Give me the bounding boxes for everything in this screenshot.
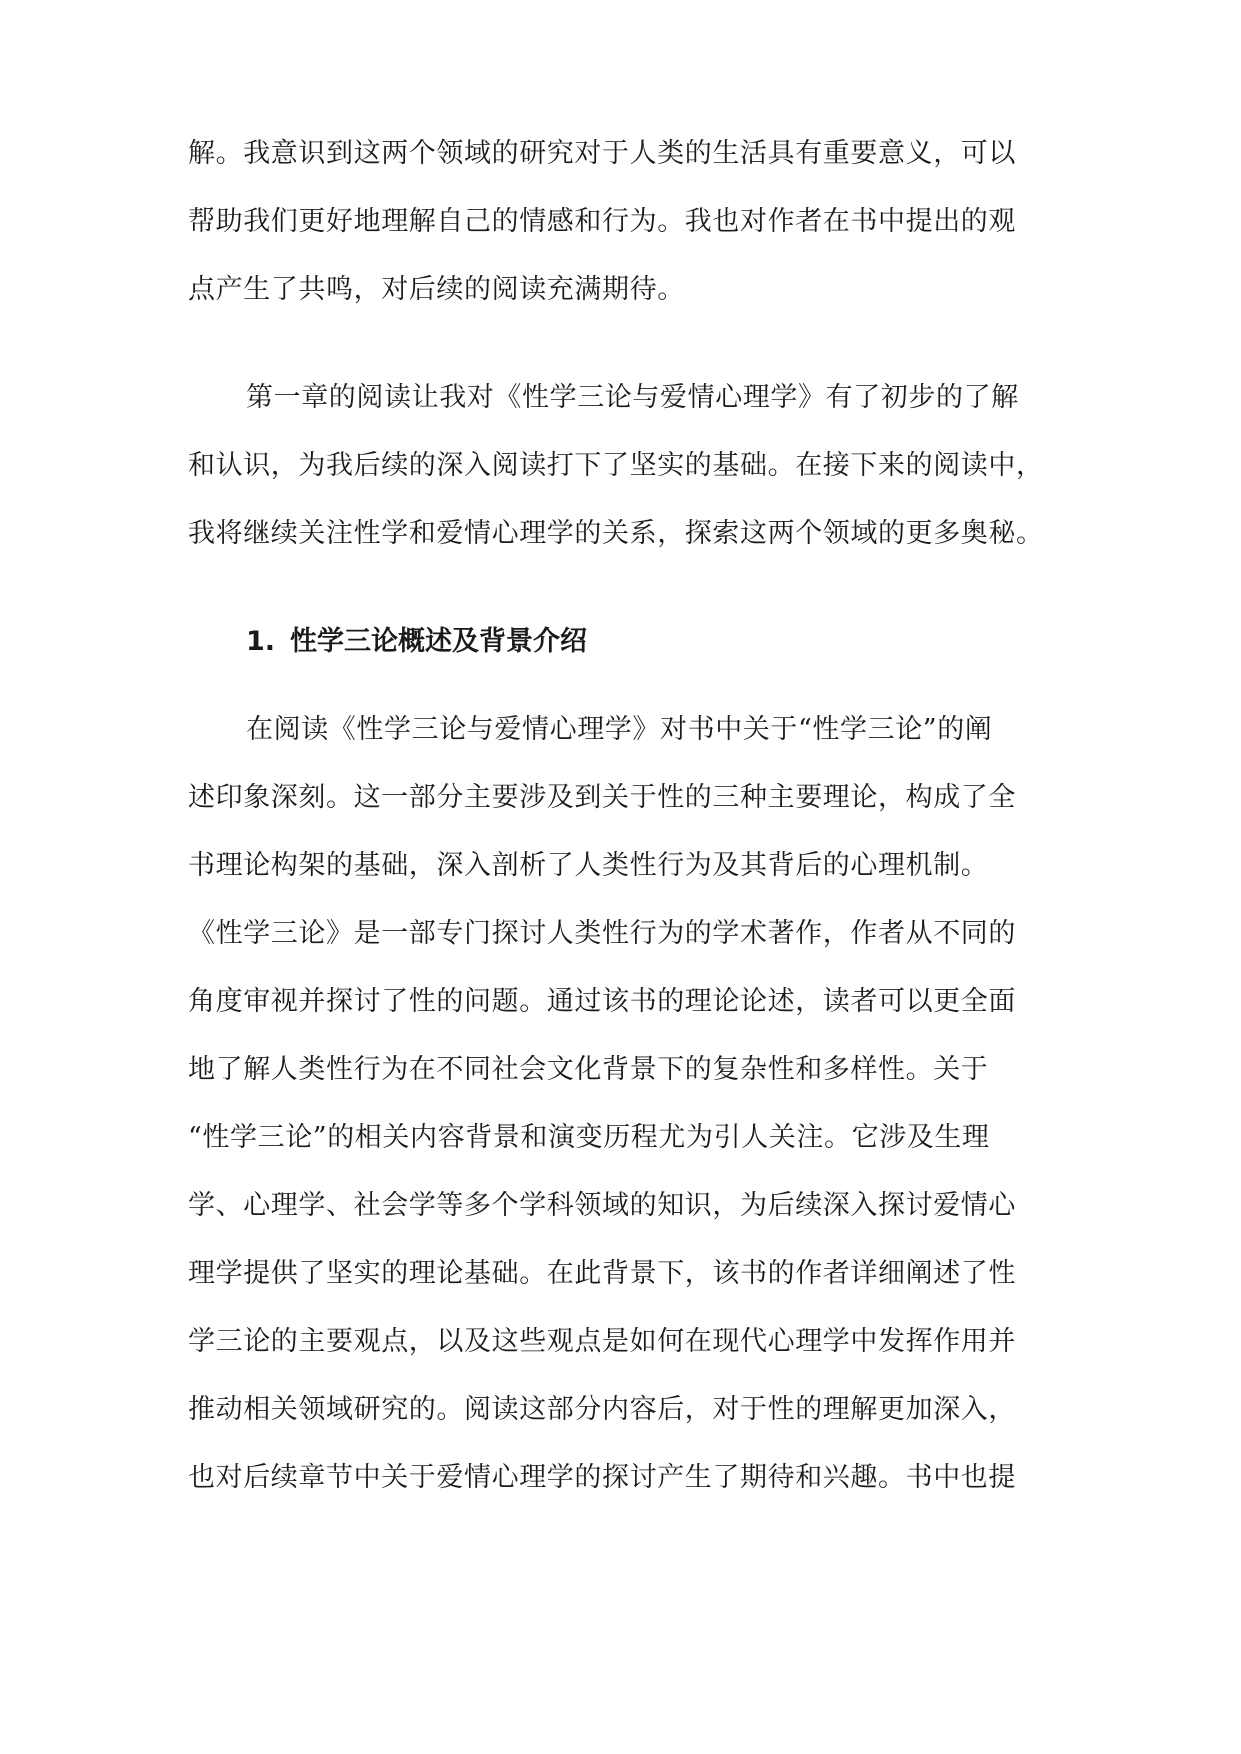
- paragraph-overview-line-8: 学、心理学、社会学等多个学科领域的知识，为后续深入探讨爱情心: [188, 1190, 1016, 1221]
- paragraph-overview-line-11: 推动相关领域研究的。阅读这部分内容后，对于性的理解更加深入，: [188, 1394, 1016, 1425]
- paragraph-intro-line-3: 点产生了共鸣，对后续的阅读充满期待。: [188, 274, 685, 305]
- paragraph-chapter1-line-2: 和认识，为我后续的深入阅读打下了坚实的基础。在接下来的阅读中，: [188, 450, 1044, 481]
- paragraph-overview-line-1: 在阅读《性学三论与爱情心理学》对书中关于“性学三论”的阐: [246, 714, 993, 745]
- paragraph-overview-line-12: 也对后续章节中关于爱情心理学的探讨产生了期待和兴趣。书中也提: [188, 1462, 1016, 1493]
- paragraph-intro-line-1: 解。我意识到这两个领域的研究对于人类的生活具有重要意义，可以: [188, 138, 1016, 169]
- paragraph-chapter1-line-1: 第一章的阅读让我对《性学三论与爱情心理学》有了初步的了解: [246, 382, 1019, 413]
- section-heading: [246, 622, 587, 662]
- paragraph-overview-line-4: 《性学三论》是一部专门探讨人类性行为的学术著作，作者从不同的: [188, 918, 1016, 949]
- section-heading-number: 1.: [246, 626, 276, 657]
- paragraph-intro-line-2: 帮助我们更好地理解自己的情感和行为。我也对作者在书中提出的观: [188, 206, 1016, 237]
- paragraph-overview-line-7: “性学三论”的相关内容背景和演变历程尤为引人关注。它涉及生理: [188, 1122, 990, 1153]
- paragraph-overview-line-2: 述印象深刻。这一部分主要涉及到关于性的三种主要理论，构成了全: [188, 782, 1016, 813]
- paragraph-chapter1-line-3: 我将继续关注性学和爱情心理学的关系，探索这两个领域的更多奥秘。: [188, 518, 1044, 549]
- paragraph-overview-line-9: 理学提供了坚实的理论基础。在此背景下，该书的作者详细阐述了性: [188, 1258, 1016, 1289]
- section-heading-title: 性学三论概述及背景介绍: [290, 626, 587, 657]
- paragraph-overview-line-10: 学三论的主要观点，以及这些观点是如何在现代心理学中发挥作用并: [188, 1326, 1016, 1357]
- paragraph-overview-line-5: 角度审视并探讨了性的问题。通过该书的理论论述，读者可以更全面: [188, 986, 1016, 1017]
- paragraph-overview-line-6: 地了解人类性行为在不同社会文化背景下的复杂性和多样性。关于: [188, 1054, 989, 1085]
- paragraph-overview-line-3: 书理论构架的基础，深入剖析了人类性行为及其背后的心理机制。: [188, 850, 989, 881]
